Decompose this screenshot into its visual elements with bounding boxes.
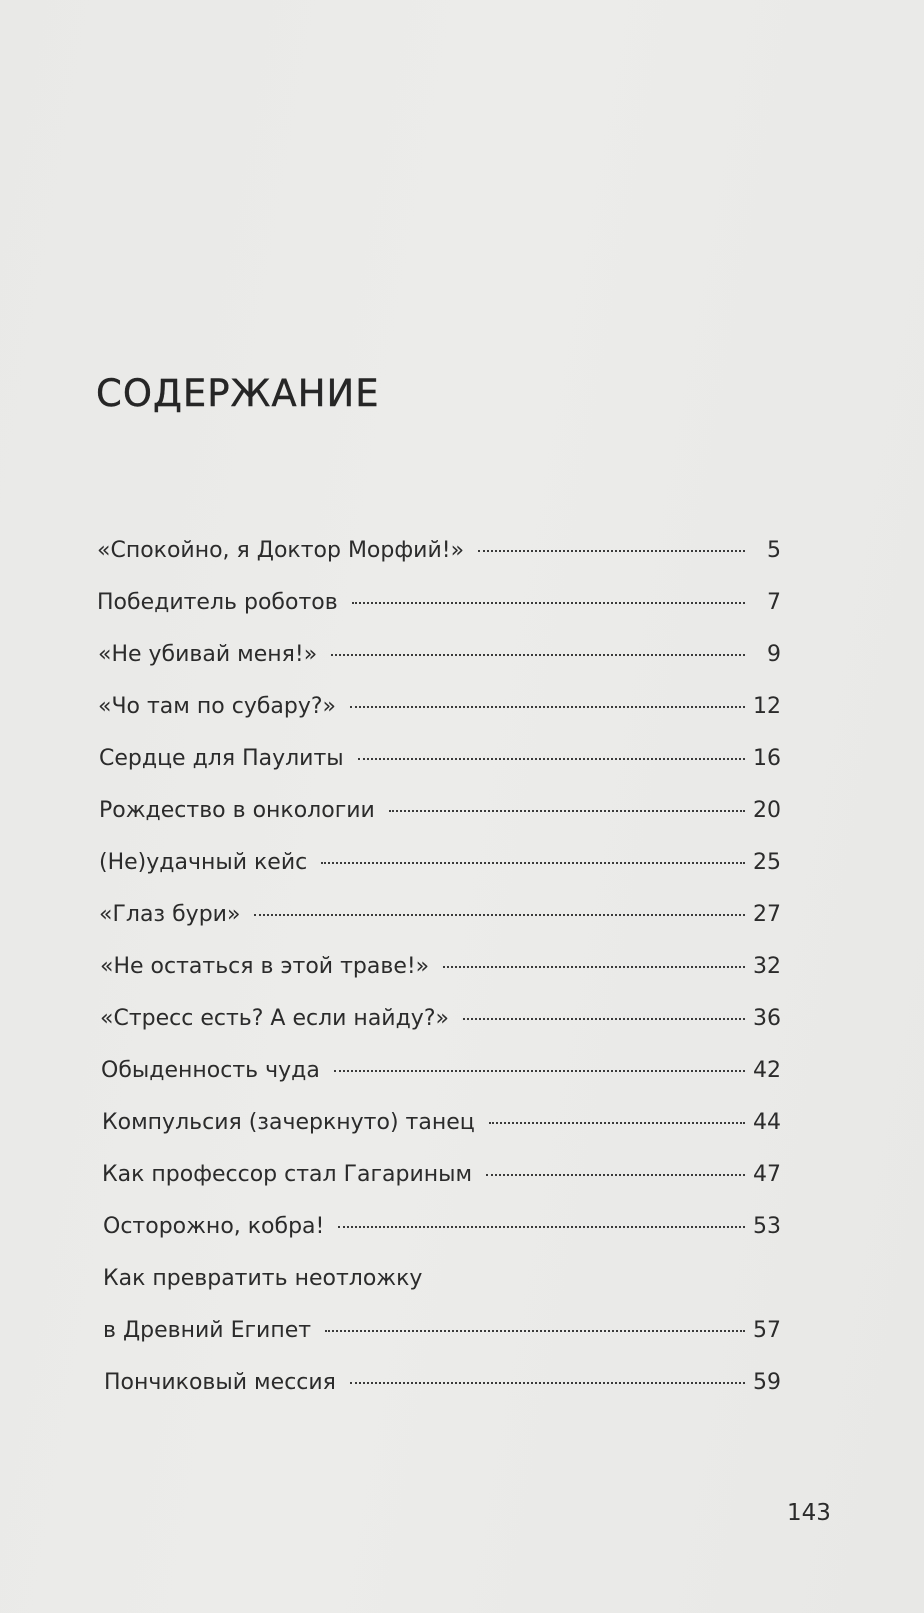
toc-entry-page: 25 [753, 850, 781, 875]
toc-entry-page: 9 [767, 642, 781, 667]
toc-entry [104, 1369, 781, 1397]
toc-entry-title: Сердце для Паулиты [99, 746, 344, 771]
toc-entry-page: 59 [753, 1370, 781, 1395]
toc-entry-title: «Чо там по субару?» [98, 694, 337, 719]
toc-leader-dots [486, 1174, 745, 1176]
toc-entry-title-line-1: Как превратить неотложку [103, 1266, 423, 1291]
toc-entry-page: 53 [753, 1214, 781, 1239]
toc-entry [97, 589, 781, 617]
page-number: 143 [787, 1500, 831, 1526]
toc-entry-page: 20 [753, 798, 781, 823]
toc-entry-title: (Не)удачный кейс [99, 850, 308, 875]
toc-entry [102, 1109, 781, 1137]
toc-leader-dots [478, 550, 745, 552]
toc-entry [100, 1005, 781, 1033]
toc-entry-title: в Древний Египет [103, 1318, 312, 1343]
toc-entry-page: 36 [753, 1006, 781, 1031]
toc-leader-dots [463, 1018, 745, 1020]
toc-leader-dots [352, 602, 745, 604]
toc-entry-title: Обыденность чуда [101, 1058, 320, 1083]
toc-entry [99, 901, 781, 929]
toc-leader-dots [350, 706, 745, 708]
toc-entry-page: 47 [753, 1162, 781, 1187]
toc-entry [99, 745, 781, 773]
toc-entry [101, 1057, 781, 1085]
toc-entry-page: 57 [753, 1318, 781, 1343]
toc-leader-dots [350, 1382, 745, 1384]
toc-entry-title: «Стресс есть? А если найду?» [100, 1006, 449, 1031]
toc-entry-page: 12 [753, 694, 781, 719]
toc-entry-page: 42 [753, 1058, 781, 1083]
toc-entry [99, 797, 781, 825]
toc-entry [100, 953, 781, 981]
toc-entry [98, 693, 781, 721]
toc-entry-page: 16 [753, 746, 781, 771]
toc-entry-first-line [103, 1265, 781, 1293]
toc-leader-dots [389, 810, 745, 812]
toc-entry-title: Осторожно, кобра! [103, 1214, 325, 1239]
toc-entry-page: 5 [767, 538, 781, 563]
toc-entry [98, 641, 781, 669]
toc-leader-dots [489, 1122, 745, 1124]
toc-entry-title: «Глаз бури» [99, 902, 241, 927]
toc-entry-title: «Не убивай меня!» [98, 642, 318, 667]
toc-leader-dots [321, 862, 745, 864]
toc-leader-dots [443, 966, 745, 968]
toc-entry-title: Компульсия (зачеркнуто) танец [102, 1110, 475, 1135]
toc-leader-dots [254, 914, 745, 916]
toc-entry [103, 1317, 781, 1345]
toc-entry-page: 32 [753, 954, 781, 979]
toc-entry [99, 849, 781, 877]
toc-leader-dots [338, 1226, 745, 1228]
toc-leader-dots [331, 654, 745, 656]
toc-entry-page: 44 [753, 1110, 781, 1135]
toc-entry-title: Победитель роботов [97, 590, 338, 615]
page-title: СОДЕРЖАНИЕ [96, 372, 380, 415]
toc-leader-dots [358, 758, 745, 760]
toc-entry-title: «Не остаться в этой траве!» [100, 954, 430, 979]
toc-leader-dots [325, 1330, 745, 1332]
toc-leader-dots [334, 1070, 745, 1072]
toc-entry-page: 27 [753, 902, 781, 927]
toc-entry-title: Как профессор стал Гагариным [102, 1162, 473, 1187]
toc-entry-page: 7 [767, 590, 781, 615]
toc-entry-title: Пончиковый мессия [104, 1370, 336, 1395]
toc-entry [97, 537, 781, 565]
toc-entry [102, 1161, 781, 1189]
toc-entry-title: «Спокойно, я Доктор Морфий!» [97, 538, 465, 563]
toc-entry-title: Рождество в онкологии [99, 798, 375, 823]
toc-entry [103, 1213, 781, 1241]
